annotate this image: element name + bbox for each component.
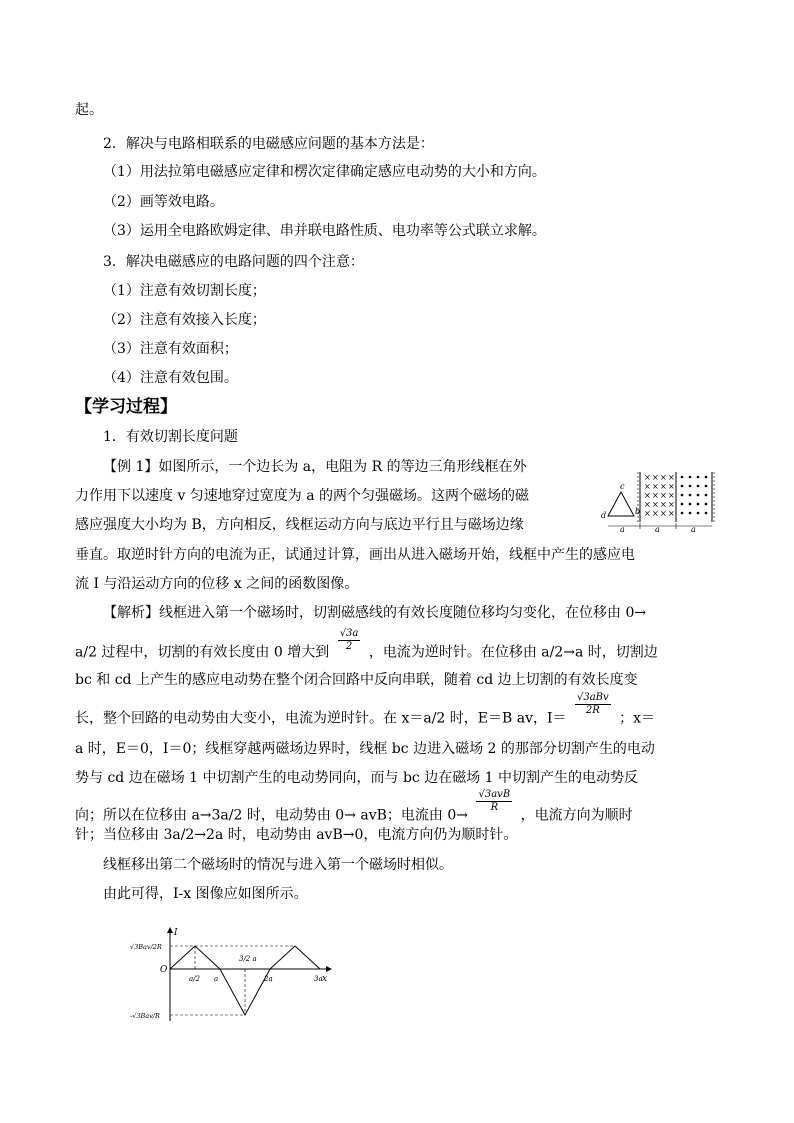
- solution-line: 【解析】线框进入第一个磁场时，切割磁感线的有效长度随位移均匀变化，在位移由 0→: [103, 605, 647, 621]
- x-axis-label: x: [322, 974, 328, 984]
- solution-line: a 时，E＝0，I＝0；线框穿越两磁场边界时，线框 bc 边进入磁场 2 的那部分切割产生的电动: [75, 741, 655, 757]
- solution-text: ，电流方向为顺时: [520, 807, 633, 824]
- field-cross: ×: [660, 509, 667, 518]
- field-cross: ×: [668, 482, 675, 491]
- text-line: （2）画等效电路。: [103, 194, 224, 210]
- field-dot: [697, 512, 700, 515]
- field-cross: ×: [668, 473, 675, 482]
- subsection-title: 1．有效切割长度问题: [103, 429, 238, 445]
- triangle-frame: [608, 492, 634, 516]
- field-dot: [681, 485, 684, 488]
- fraction-sqrt3a-over-2: [338, 628, 361, 653]
- text-line: 3．解决电磁感应的电路问题的四个注意：: [103, 254, 364, 270]
- field-dot: [705, 476, 708, 479]
- y-tick-label: -√3Bav/R: [130, 1012, 160, 1020]
- field-dot: [697, 503, 700, 506]
- field-dot: [689, 485, 692, 488]
- field-cross: ×: [644, 491, 651, 500]
- vertex-label-d: d: [601, 511, 607, 520]
- example-line: 感应强度大小均为 B，方向相反，线框运动方向与底边平行且与磁场边缘: [75, 517, 524, 533]
- field-cross: ×: [652, 482, 659, 491]
- width-label: a: [655, 525, 660, 534]
- x-tick-label: 3a: [314, 975, 323, 983]
- width-label: a: [691, 525, 696, 534]
- field-dot: [689, 494, 692, 497]
- text-line: （2）注意有效接入长度；: [103, 312, 266, 328]
- example-line: 垂直。取逆时针方向的电流为正，试通过计算，画出从进入磁场开始，线框中产生的感应电: [75, 547, 635, 563]
- fraction-numerator: √3avB: [478, 789, 511, 800]
- solution-text: ，电流为逆时针。在位移由 a/2→a 时，切割边: [368, 644, 658, 661]
- fraction-numerator: √3aBv: [576, 692, 609, 703]
- field-dot: [697, 494, 700, 497]
- text-line: 起。: [75, 102, 103, 118]
- example-line: 【例 1】如图所示，一个边长为 a，电阻为 R 的等边三角形线框在外: [103, 459, 527, 475]
- field-cross: ×: [652, 473, 659, 482]
- section-title: 【学习过程】: [75, 397, 177, 417]
- fraction-numerator: √3a: [339, 628, 359, 639]
- field-2-dots: [681, 476, 708, 515]
- origin-label: O: [160, 965, 168, 975]
- example-line: 流 I 与沿运动方向的位移 x 之间的函数图像。: [75, 576, 359, 592]
- fraction-current-reverse: [476, 789, 512, 814]
- text-line: （3）注意有效面积；: [103, 341, 238, 357]
- field-cross: ×: [660, 500, 667, 509]
- solution-line: 针；当位移由 3a/2→2a 时，电动势由 avB→0，电流方向仍为顺时针。: [75, 827, 518, 843]
- solution-text: ；x＝: [619, 710, 656, 727]
- field-dot: [689, 503, 692, 506]
- solution-line: [75, 692, 656, 731]
- field-cross: ×: [644, 473, 651, 482]
- field-cross: ×: [652, 509, 659, 518]
- field-dot: [681, 503, 684, 506]
- x-tick-label: a/2: [189, 975, 200, 983]
- field-cross: ×: [660, 473, 667, 482]
- field-dot: [681, 512, 684, 515]
- field-cross: ×: [644, 482, 651, 491]
- text-line: （4）注意有效包围。: [103, 370, 238, 386]
- field-cross: ×: [644, 509, 651, 518]
- solution-line: 由此可得，I-x 图像应如图所示。: [103, 886, 308, 902]
- field-dot: [697, 476, 700, 479]
- width-label: a: [620, 525, 625, 534]
- field-cross: ×: [652, 491, 659, 500]
- solution-text: 向；所以在位移由 a→3a/2 时，电动势由 0→ avB；电流由 0→: [75, 807, 469, 824]
- vertex-label-b: b: [635, 507, 641, 516]
- y-tick-label: √3Bav/2R: [130, 943, 162, 951]
- field-cross: ×: [668, 500, 675, 509]
- example-line: 力作用下以速度 v 匀速地穿过宽度为 a 的两个匀强磁场。这两个磁场的磁: [75, 488, 530, 504]
- solution-line: 势与 cd 边在磁场 1 中切割产生的电动势同向，而与 bc 边在磁场 1 中切割产生的电动势反: [75, 770, 639, 786]
- text-line: （1）用法拉第电磁感应定律和楞次定律确定感应电动势的大小和方向。: [103, 164, 546, 180]
- field-cross: ×: [668, 491, 675, 500]
- y-axis-label: I: [174, 928, 178, 938]
- field-dot: [689, 512, 692, 515]
- text-line: （1）注意有效切割长度；: [103, 283, 266, 299]
- fraction-denominator: 2: [338, 640, 361, 653]
- solution-text: a/2 过程中，切割的有效长度由 0 增大到: [75, 644, 330, 661]
- field-cross: ×: [660, 491, 667, 500]
- magnetic-field-figure: [596, 468, 716, 534]
- field-cross: ×: [668, 509, 675, 518]
- text-line: （3）运用全电路欧姆定律、串并联电路性质、电功率等公式联立求解。: [103, 223, 546, 239]
- x-axis-arrow: [326, 966, 332, 972]
- field-dot: [697, 485, 700, 488]
- current-displacement-chart: [130, 925, 340, 1025]
- solution-line: [75, 628, 658, 665]
- y-axis-arrow: [167, 927, 173, 933]
- field-cross: ×: [660, 482, 667, 491]
- field-cross: ×: [644, 500, 651, 509]
- field-1-crosses: [644, 473, 675, 518]
- field-dot: [705, 512, 708, 515]
- x-tick-label: 3/2 a: [239, 955, 257, 963]
- solution-text: 长，整个回路的电动势由大变小，电流为逆时针。在 x＝a/2 时，E＝B av，I＝: [75, 710, 567, 727]
- solution-line: 线框移出第二个磁场时的情况与进入第一个磁场时相似。: [103, 857, 453, 873]
- fraction-denominator: R: [476, 801, 512, 814]
- fraction-denominator: 2R: [575, 704, 611, 717]
- x-tick-label: a: [214, 975, 219, 983]
- field-cross: ×: [652, 500, 659, 509]
- vertex-label-c: c: [620, 482, 625, 491]
- solution-line: bc 和 cd 上产生的感应电动势在整个闭合回路中反向串联，随着 cd 边上切割的有效长度变: [75, 672, 638, 688]
- field-dot: [681, 494, 684, 497]
- field-dot: [705, 494, 708, 497]
- field-dot: [705, 503, 708, 506]
- field-dot: [705, 485, 708, 488]
- field-dot: [681, 476, 684, 479]
- text-line: 2．解决与电路相联系的电磁感应问题的基本方法是：: [103, 136, 434, 152]
- x-tick-label: 2a: [264, 975, 273, 983]
- field-dot: [689, 476, 692, 479]
- fraction-current-max: [575, 692, 611, 717]
